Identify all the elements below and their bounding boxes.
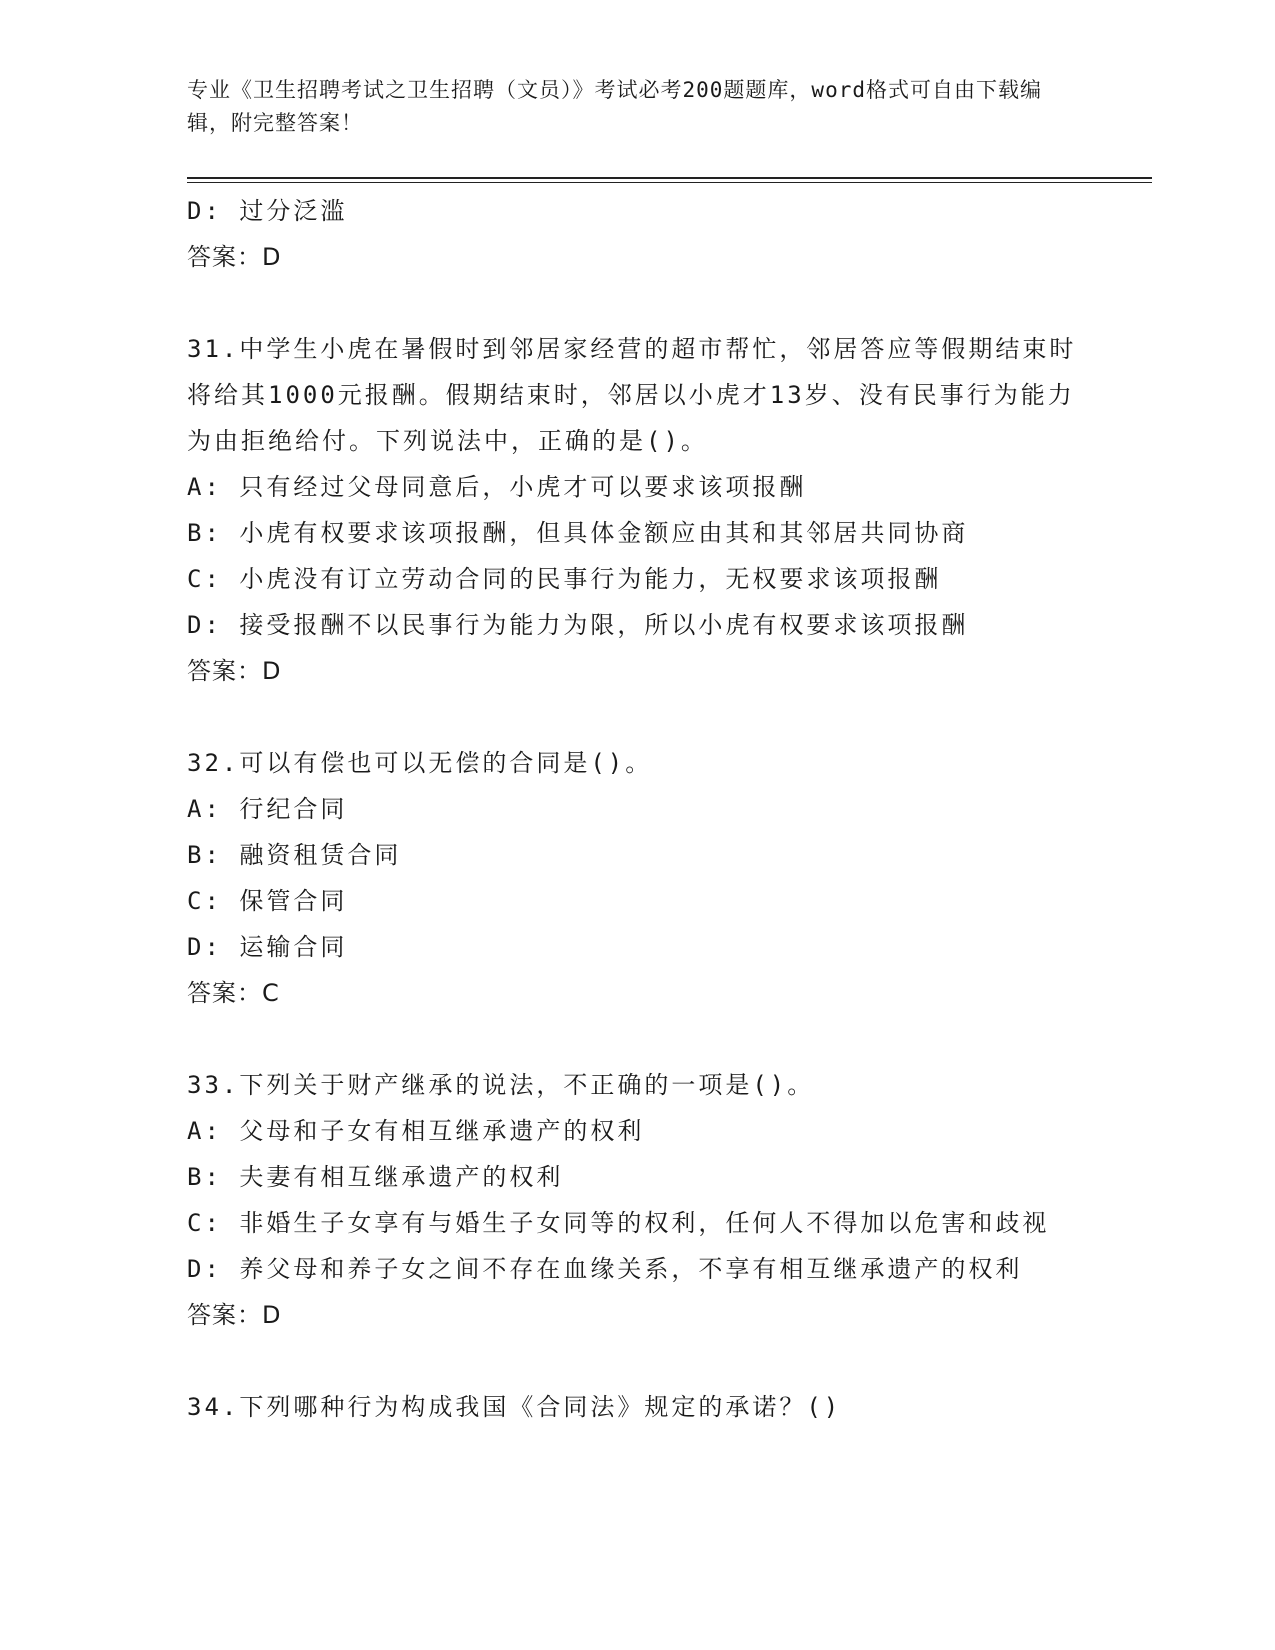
option-a: A: 行纪合同 — [187, 795, 348, 823]
answer-label: 答案：D — [187, 1301, 282, 1329]
option-d: D: 运输合同 — [187, 933, 348, 961]
option-a: A: 只有经过父母同意后，小虎才可以要求该项报酬 — [187, 473, 807, 501]
header-divider-thick — [187, 177, 1152, 179]
option-d: D: 过分泛滥 — [187, 197, 348, 225]
question-34 — [187, 1384, 1087, 1430]
spacer — [187, 694, 1087, 740]
question-stem: 34.下列哪种行为构成我国《合同法》规定的承诺？() — [187, 1393, 842, 1421]
question-stem: 32.可以有偿也可以无偿的合同是()。 — [187, 749, 653, 777]
answer-label: 答案：D — [187, 243, 282, 271]
option-d: D: 养父母和养子女之间不存在血缘关系，不享有相互继承遗产的权利 — [187, 1255, 1023, 1283]
option-d: D: 接受报酬不以民事行为能力为限，所以小虎有权要求该项报酬 — [187, 611, 969, 639]
answer-label: 答案：C — [187, 979, 280, 1007]
option-a: A: 父母和子女有相互继承遗产的权利 — [187, 1117, 645, 1145]
option-b: B: 夫妻有相互继承遗产的权利 — [187, 1163, 564, 1191]
option-b: B: 融资租赁合同 — [187, 841, 402, 869]
header-divider-thin — [187, 182, 1152, 183]
spacer — [187, 1338, 1087, 1384]
spacer — [187, 280, 1087, 326]
spacer — [187, 1016, 1087, 1062]
question-31 — [187, 326, 1087, 694]
option-c: C: 保管合同 — [187, 887, 348, 915]
question-33 — [187, 1062, 1087, 1338]
question-32 — [187, 740, 1087, 1016]
answer-label: 答案：D — [187, 657, 282, 685]
question-stem: 33.下列关于财产继承的说法，不正确的一项是()。 — [187, 1071, 815, 1099]
question-stem: 31.中学生小虎在暑假时到邻居家经营的超市帮忙，邻居答应等假期结束时将给其1000元报酬。假期结束时，邻居以小虎才13岁、没有民事行为能力为由拒绝给付。下列说法中，正确的是()。 — [187, 335, 1077, 455]
page-header: 专业《卫生招聘考试之卫生招聘（文员）》考试必考200题题库，word格式可自由下载编辑，附完整答案！ — [187, 78, 1042, 135]
option-b: B: 小虎有权要求该项报酬，但具体金额应由其和其邻居共同协商 — [187, 519, 969, 547]
question-content — [187, 188, 1087, 1430]
option-c: C: 非婚生子女享有与婚生子女同等的权利，任何人不得加以危害和歧视 — [187, 1209, 1050, 1237]
option-c: C: 小虎没有订立劳动合同的民事行为能力，无权要求该项报酬 — [187, 565, 942, 593]
